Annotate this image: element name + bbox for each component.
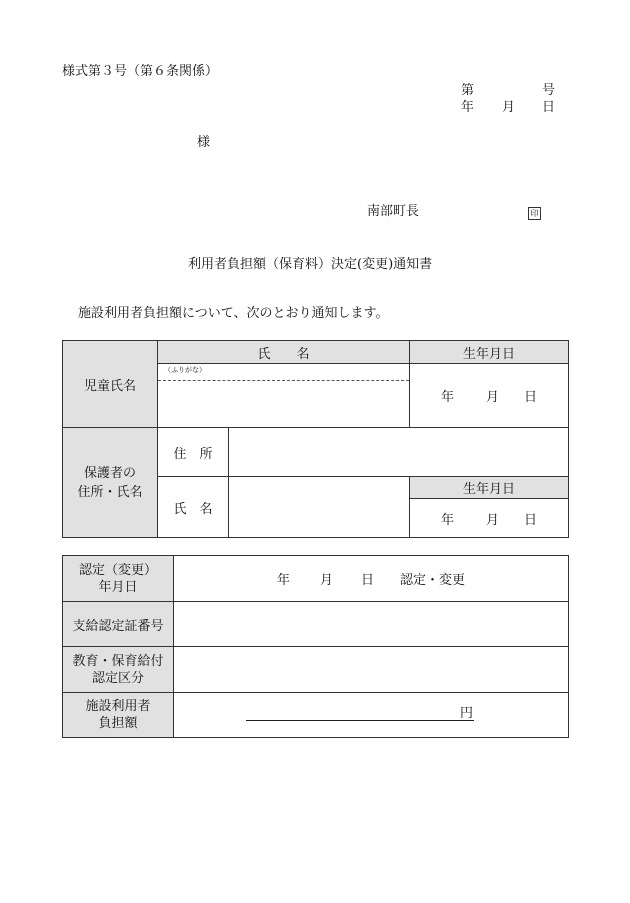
year-label: 年 [461,100,475,115]
guardian-label: 保護者の 住所・氏名 [63,428,158,538]
child-birth-date-cell[interactable] [410,364,569,428]
child-name-cell[interactable] [158,364,410,428]
address-input-cell[interactable] [229,428,569,477]
seal-icon: 印 [528,207,541,220]
child-birth-day: 日 [524,390,538,405]
document-number-line [461,83,555,99]
guardian-name-input-cell[interactable] [229,477,410,538]
cert-month: 月 [319,573,333,588]
guardian-name-label: 氏 名 [158,477,229,538]
child-birth-year: 年 [440,390,454,405]
cert-year: 年 [276,573,290,588]
guardian-birth-month: 月 [486,512,500,528]
address-label: 住 所 [158,428,229,477]
benefit-class-cell[interactable] [174,647,569,693]
cert-kind: 認定・変更 [400,573,466,588]
issue-date-line [461,100,555,116]
guardian-birth-header: 生年月日 [410,477,569,499]
child-name-label: 児童氏名 [63,341,158,428]
guardian-birth-day: 日 [524,512,538,528]
intro-text: 施設利用者負担額について、次のとおり通知します。 [78,306,389,321]
fee-amount-cell[interactable] [174,693,569,738]
dai-label: 第 [461,83,475,98]
issuer-name: 南部町長 [367,204,420,219]
furigana-label: （ふりがな） [164,366,206,374]
guardian-birth-date-cell[interactable] [410,499,569,538]
cert-number-label: 支給認定証番号 [63,602,174,647]
furigana-divider [158,380,409,381]
fee-amount-underline [246,720,474,721]
child-birth-month: 月 [486,390,500,405]
yen-label: 円 [460,706,474,721]
name-header: 氏 名 [158,341,410,364]
go-label: 号 [542,83,556,98]
fee-label: 施設利用者 負担額 [63,693,174,738]
certification-table [62,555,569,738]
cert-day: 日 [361,573,375,588]
benefit-class-label: 教育・保育給付 認定区分 [63,647,174,693]
cert-date-cell[interactable] [174,556,569,602]
form-number: 様式第３号（第６条関係） [62,64,219,79]
birth-header: 生年月日 [410,341,569,364]
addressee-sama: 様 [197,135,211,150]
month-label: 月 [502,100,516,115]
child-guardian-table [62,340,569,538]
cert-date-label: 認定（変更） 年月日 [63,556,174,602]
day-label: 日 [542,100,556,115]
document-title: 利用者負担額（保育料）決定(変更)通知書 [188,257,433,272]
cert-number-cell[interactable] [174,602,569,647]
seal-mark [528,205,541,221]
guardian-birth-year: 年 [440,512,454,528]
